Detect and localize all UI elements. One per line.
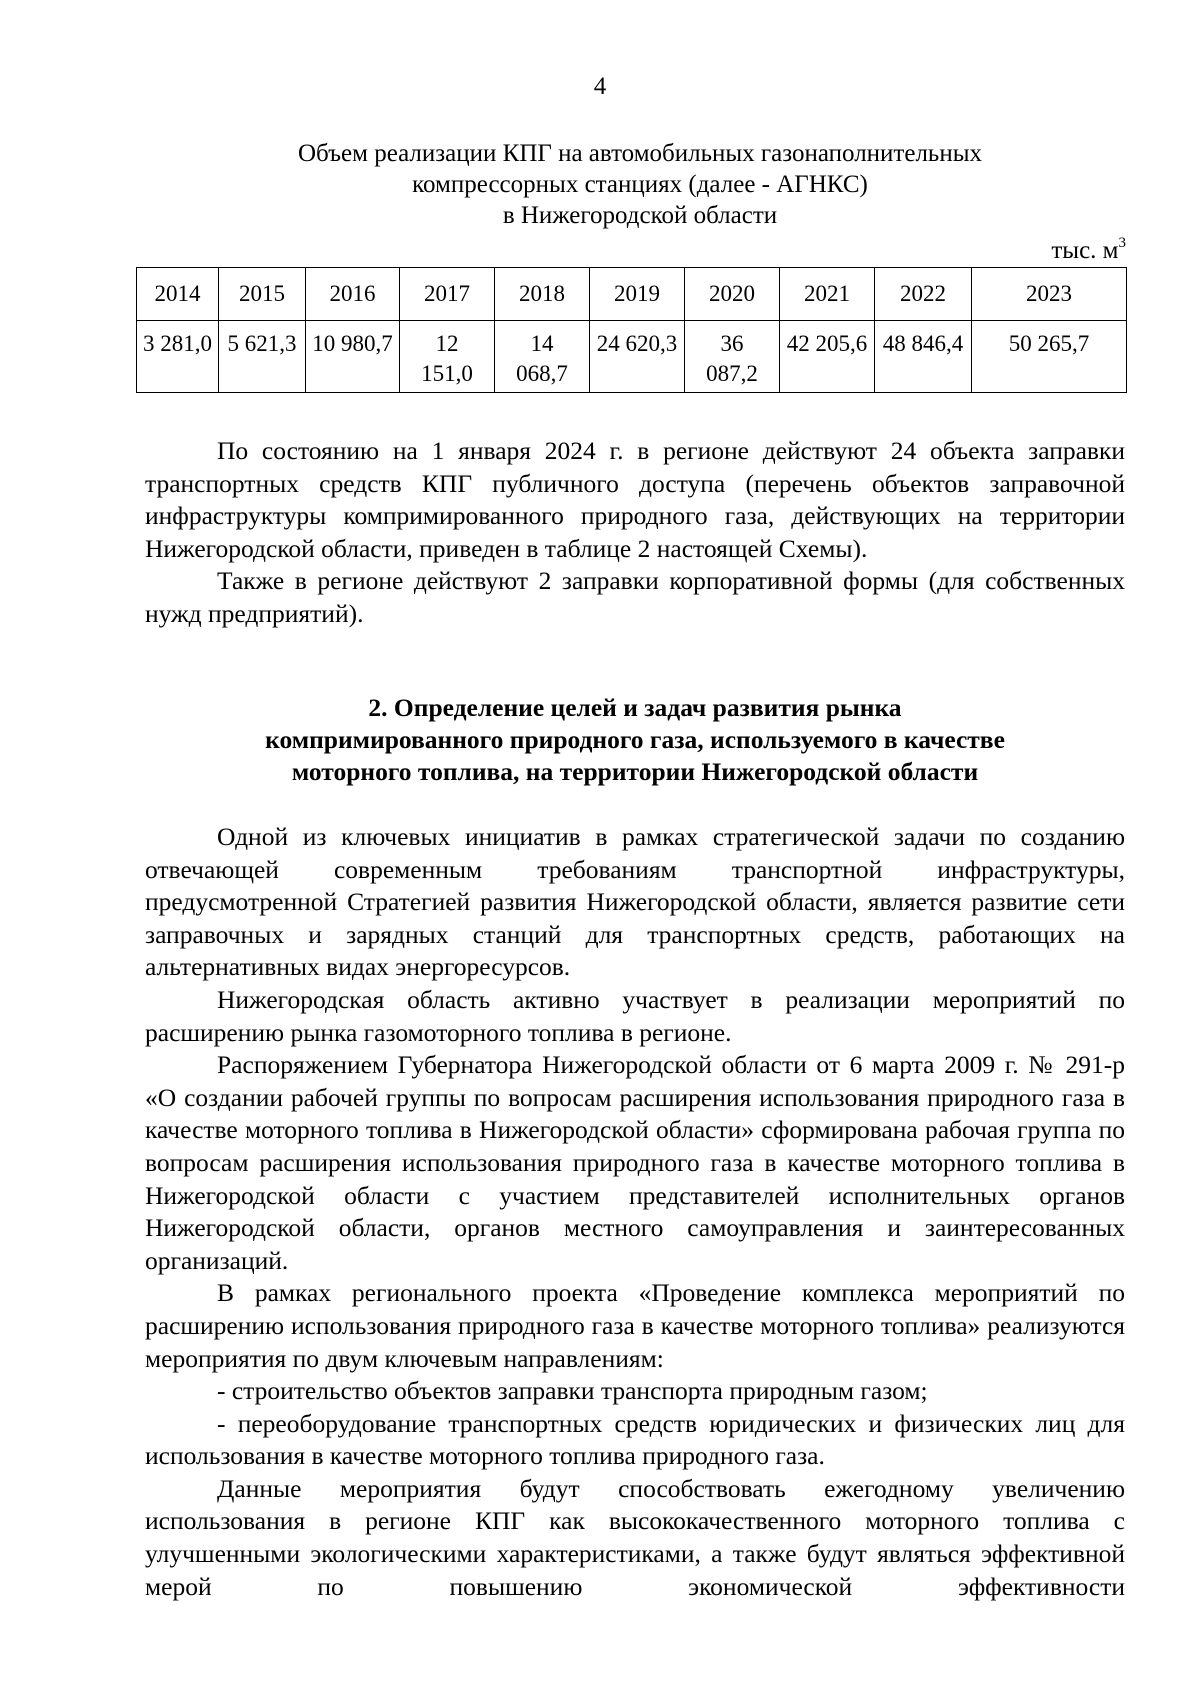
value-text: 36 <box>720 331 744 356</box>
paragraph: Данные мероприятия будут способствовать ежегодному увеличению использования в регионе КПГ как высококачественного моторного топлива с улучшенными экологическими характеристиками, а также будут являться эффективной мерой по повышению экономической эффективности <box>145 1473 1125 1601</box>
page-number: 4 <box>593 73 607 100</box>
value-text: 12 <box>435 331 459 356</box>
units-label <box>900 236 1126 266</box>
value-text: 48 846,4 <box>882 331 964 356</box>
year-cell: 2015 <box>219 268 306 321</box>
section-heading-line: моторного топлива, на территории Нижегородской области <box>291 757 979 786</box>
list-item: - строительство объектов заправки транспорта природным газом; <box>217 1376 928 1406</box>
list-item: - переоборудование транспортных средств юридических и физических лиц для использования в качестве моторного топлива природного газа. <box>145 1408 1125 1471</box>
table-title-line: Объем реализации КПГ на автомобильных газонаполнительных <box>297 140 983 167</box>
value-cell <box>780 321 875 393</box>
table-title-line: в Нижегородской области <box>502 202 778 229</box>
value-text: 50 265,7 <box>1008 331 1090 356</box>
value-cell <box>972 321 1127 393</box>
body-text-block <box>145 821 1125 1603</box>
paragraph: Одной из ключевых инициатив в рамках стратегической задачи по созданию отвечающей современным требованиям транспортной инфраструктуры, предусмотренной Стратегией развития Нижегородской области, является развитие сети заправочных и зарядных станций для транспортных средств, работающих на альтернативных видах энергоресурсов. <box>145 822 1125 982</box>
value-text: 42 205,6 <box>786 331 868 356</box>
year-cell: 2021 <box>780 268 875 321</box>
paragraph: По состоянию на 1 января 2024 г. в регионе действуют 24 объекта заправки транспортных средств КПГ публичного доступа (перечень объектов заправочной инфраструктуры компримированного природного газа, действующих на территории Нижегородской области, приведен в таблице 2 настоящей Схемы). <box>145 436 1125 563</box>
value-cell <box>306 321 400 393</box>
units-superscript: 3 <box>1118 235 1126 251</box>
section-heading <box>145 692 1125 788</box>
value-text-cont: 087,2 <box>706 361 758 386</box>
year-cell: 2020 <box>685 268 780 321</box>
section-heading-line: 2. Определение целей и задач развития рынка <box>368 693 902 722</box>
value-cell <box>875 321 972 393</box>
units-text: тыс. м <box>1051 237 1119 264</box>
cng-sales-table <box>136 267 1127 393</box>
year-cell: 2018 <box>495 268 590 321</box>
paragraph: Распоряжением Губернатора Нижегородской области от 6 марта 2009 г. № 291-р «О создании рабочей группы по вопросам расширения использования природного газа в качестве моторного топлива в Нижегородской области» сформирована рабочая группа по вопросам расширения использования природного газа в качестве моторного топлива в Нижегородской области с участием представителей исполнительных органов Нижегородской области, органов местного самоуправления и заинтересованных организаций. <box>145 1050 1125 1275</box>
value-text: 24 620,3 <box>596 331 678 356</box>
value-cell <box>219 321 306 393</box>
table-header-row <box>137 268 1127 321</box>
value-cell <box>495 321 590 393</box>
value-text: 3 281,0 <box>143 331 212 356</box>
table-title <box>150 138 1130 231</box>
value-cell <box>137 321 219 393</box>
table-title-line: компрессорных станциях (далее - АГНКС) <box>412 171 868 198</box>
table-values-row <box>137 321 1127 393</box>
value-text: 5 621,3 <box>227 331 297 356</box>
value-cell <box>685 321 780 393</box>
section-heading-line: компримированного природного газа, используемого в качестве <box>265 725 1005 754</box>
value-text-cont: 068,7 <box>516 361 568 386</box>
year-cell: 2016 <box>306 268 400 321</box>
intro-text-block <box>145 435 1125 631</box>
value-cell <box>400 321 495 393</box>
year-cell: 2014 <box>137 268 219 321</box>
paragraph: Также в регионе действуют 2 заправки корпоративной формы (для собственных нужд предприятий). <box>145 566 1125 628</box>
value-text-cont: 151,0 <box>421 361 473 386</box>
value-text: 14 <box>530 331 554 356</box>
value-text: 10 980,7 <box>312 331 393 356</box>
year-cell: 2023 <box>972 268 1127 321</box>
paragraph: В рамках регионального проекта «Проведение комплекса мероприятий по расширению использования природного газа в качестве моторного топлива» реализуются мероприятия по двум ключевым направлениям: <box>145 1278 1125 1373</box>
value-cell <box>590 321 685 393</box>
year-cell: 2019 <box>590 268 685 321</box>
year-cell: 2017 <box>400 268 495 321</box>
paragraph: Нижегородская область активно участвует в реализации мероприятий по расширению рынка газомоторного топлива в регионе. <box>145 984 1125 1047</box>
year-cell: 2022 <box>875 268 972 321</box>
